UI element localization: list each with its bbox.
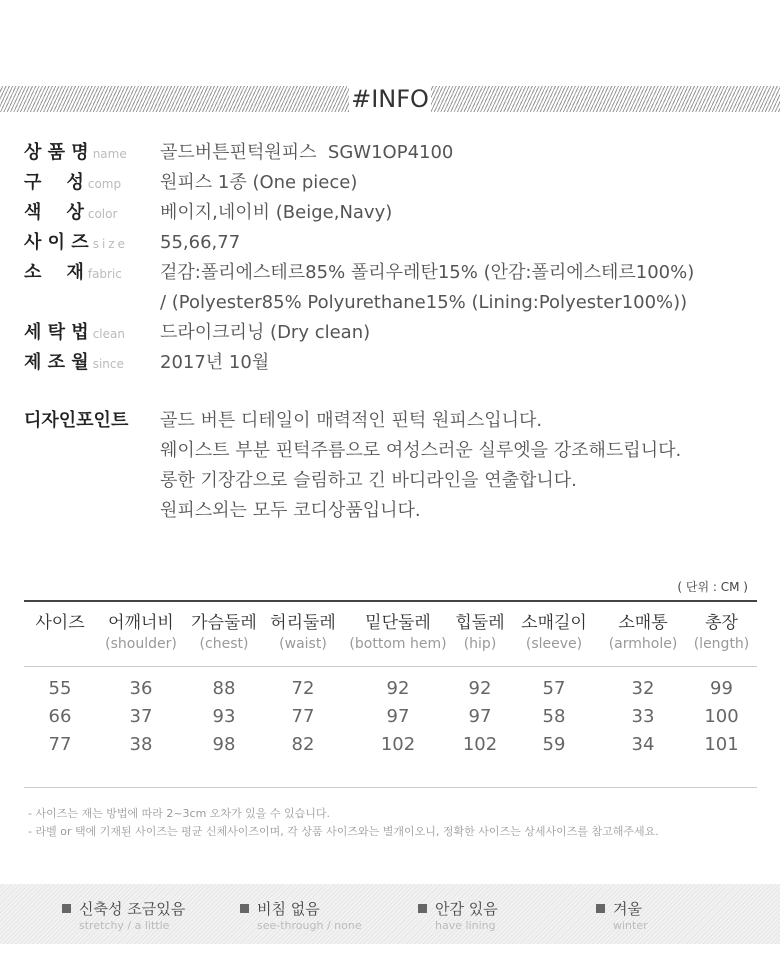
spec-value: 원피스 1종 (One piece): [160, 172, 358, 193]
header-cell: 허리둘레 (waist): [270, 613, 336, 652]
feature-label-en: stretchy / a little: [79, 919, 170, 932]
spec-value: 드라이크리닝 (Dry clean): [160, 322, 371, 343]
size-table: [24, 600, 757, 788]
feature-label: 겨울: [613, 900, 642, 918]
info-title: #INFO: [351, 85, 429, 113]
spec-label: 색 상: [24, 202, 84, 223]
table-cell: 92: [386, 678, 410, 699]
table-cell: 99: [710, 678, 733, 699]
spec-label: 상 품 명: [24, 142, 89, 163]
table-cell: 58: [542, 706, 566, 727]
spec-row-name: [24, 138, 764, 168]
spec-value: 2017년 10월: [160, 352, 270, 373]
spec-label: 소 재: [24, 262, 84, 283]
spec-row-size: [24, 228, 764, 258]
table-cell: 97: [386, 706, 410, 727]
table-cell: 77: [291, 706, 315, 727]
table-cell: 57: [542, 678, 566, 699]
table-cell: 88: [212, 678, 236, 699]
spec-value: 겉감:폴리에스테르85% 폴리우레탄15% (안감:폴리에스테르100%): [160, 262, 695, 283]
header-cell: 소매길이 (sleeve): [521, 613, 587, 652]
feature-bar: [0, 884, 780, 944]
spec-row-since: [24, 348, 764, 378]
table-row: [24, 703, 757, 731]
header-cell: 소매통 (armhole): [608, 613, 678, 652]
info-title-bar: [0, 86, 780, 112]
spec-value-2: / (Polyester85% Polyurethane15% (Lining:Polyester100%)): [160, 292, 688, 313]
spec-row-color: [24, 198, 764, 228]
table-cell: 34: [631, 734, 655, 755]
feature-label: 비침 없음: [257, 900, 320, 918]
size-note: - 라벨 or 택에 기재된 사이즈는 평균 신체사이즈이며, 각 상품 사이즈와는 별개이오니, 정확한 사이즈는 상세사이즈를 참고해주세요.: [28, 825, 659, 838]
table-cell: 102: [462, 734, 498, 755]
spec-row-clean: [24, 318, 764, 348]
design-point-line: 골드 버튼 디테일이 매력적인 핀턱 원피스입니다.: [160, 410, 543, 431]
table-cell: 37: [129, 706, 153, 727]
table-cell: 82: [291, 734, 315, 755]
table-cell: 98: [212, 734, 236, 755]
design-point: [24, 406, 764, 526]
feature-see-through: [240, 898, 362, 932]
table-cell: 92: [468, 678, 492, 699]
square-bullet-icon: [418, 904, 427, 913]
header-cell: 사이즈: [35, 613, 85, 633]
table-cell: 33: [631, 706, 655, 727]
design-point-line: 원피스외는 모두 코디상품입니다.: [160, 500, 421, 521]
feature-stretch: [62, 898, 185, 932]
spec-value: 55,66,77: [160, 232, 241, 253]
feature-season: [596, 898, 648, 932]
table-cell: 72: [291, 678, 315, 699]
spec-list: [24, 138, 764, 378]
table-cell: 77: [48, 734, 72, 755]
table-cell: 97: [468, 706, 492, 727]
square-bullet-icon: [240, 904, 249, 913]
spec-label-en: name: [92, 147, 127, 161]
spec-row-comp: [24, 168, 764, 198]
header-cell: 힙둘레 (hip): [455, 613, 505, 652]
table-row: [24, 675, 757, 703]
spec-label: 사 이 즈: [24, 232, 89, 253]
spec-value: 골드버튼핀턱원피스 SGW1OP4100: [160, 142, 454, 163]
design-point-line: 웨이스트 부분 핀턱주름으로 여성스러운 실루엣을 강조해드립니다.: [160, 440, 682, 461]
table-cell: 59: [542, 734, 566, 755]
header-cell: 어깨너비 (shoulder): [105, 613, 177, 652]
table-cell: 36: [129, 678, 153, 699]
table-cell: 38: [129, 734, 153, 755]
feature-label-en: winter: [613, 919, 648, 932]
header-cell: 총장 (length): [693, 613, 750, 652]
table-cell: 55: [48, 678, 72, 699]
table-row: [24, 731, 757, 759]
square-bullet-icon: [596, 904, 605, 913]
unit-label: ( 단위 : CM ): [677, 580, 748, 594]
spec-label-en: size: [92, 237, 128, 251]
feature-label-en: have lining: [435, 919, 496, 932]
table-cell: 32: [631, 678, 655, 699]
size-table-body: [24, 667, 757, 788]
feature-label-en: see-through / none: [257, 919, 362, 932]
table-cell: 93: [212, 706, 236, 727]
design-point-label: 디자인포인트: [24, 410, 129, 431]
spec-label: 구 성: [24, 172, 84, 193]
spec-label-en: since: [92, 357, 124, 371]
table-cell: 101: [704, 734, 739, 755]
spec-label-en: fabric: [87, 267, 122, 281]
table-cell: 66: [48, 706, 72, 727]
feature-label: 안감 있음: [435, 900, 498, 918]
feature-label: 신축성 조금있음: [79, 900, 186, 918]
square-bullet-icon: [62, 904, 71, 913]
size-note: - 사이즈는 재는 방법에 따라 2~3cm 오차가 있을 수 있습니다.: [28, 807, 331, 820]
spec-label-en: comp: [87, 177, 122, 191]
spec-label-en: color: [87, 207, 118, 221]
spec-label: 세 탁 법: [24, 322, 89, 343]
spec-row-fabric: [24, 258, 764, 318]
spec-label-en: clean: [92, 327, 125, 341]
size-notes: [28, 805, 659, 841]
spec-label: 제 조 월: [24, 352, 89, 373]
size-table-header: [24, 602, 757, 667]
feature-lining: [418, 898, 498, 932]
design-point-line: 롱한 기장감으로 슬림하고 긴 바디라인을 연출합니다.: [160, 470, 577, 491]
header-cell: 가슴둘레 (chest): [191, 613, 257, 652]
table-cell: 102: [380, 734, 416, 755]
header-cell: 밑단둘레 (bottom hem): [349, 613, 447, 652]
table-cell: 100: [704, 706, 739, 727]
spec-value: 베이지,네이비 (Beige,Navy): [160, 202, 393, 223]
